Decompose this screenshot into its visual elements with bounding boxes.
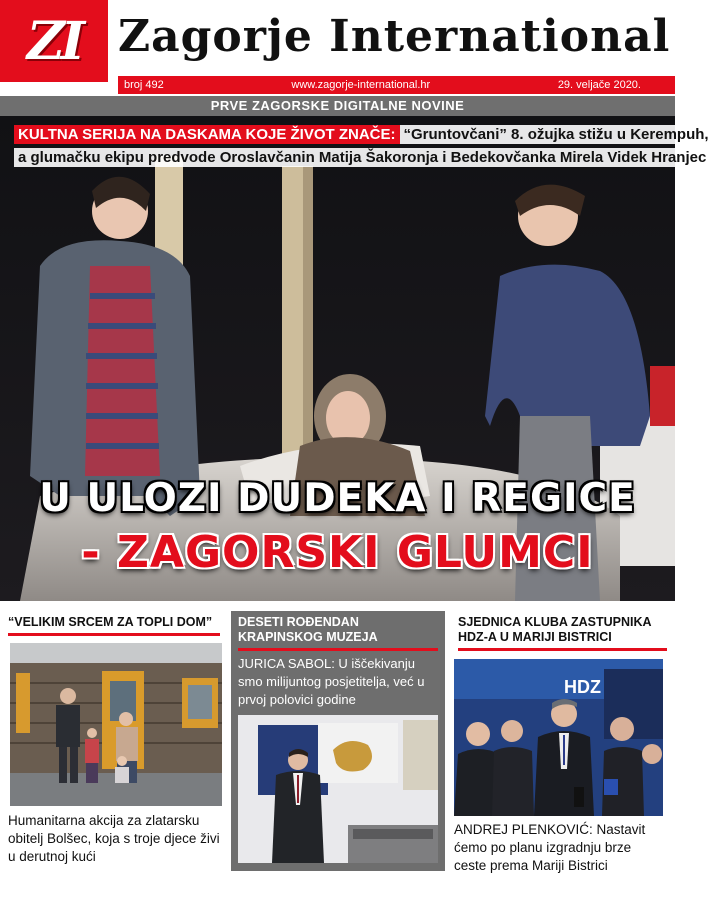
lead-headline-line-1[interactable]: U ULOZI DUDEKA I REGICE (39, 476, 636, 521)
kicker-text-line-1: “Gruntovčani” 8. ožujka stižu u Kerempuh, (400, 125, 713, 144)
kicker-text-line-2: a glumačku ekipu predvode Oroslavčanin Matija Šakoronja i Bedekovčanka Mirela Videk Hranjec (14, 148, 710, 167)
website-link[interactable]: www.zagorje-international.hr (291, 79, 431, 91)
family-house-image (10, 643, 222, 806)
lead-headline-line-2[interactable]: - ZAGORSKI GLUMCI (81, 527, 594, 578)
hdz-sign: HDZ (564, 677, 601, 697)
tagline-bar: PRVE ZAGORSKE DIGITALNE NOVINE (0, 96, 675, 116)
story-lede: JURICA SABOL: U iščekivanju smo milijuntog posjetitelja, već u prvoj polovici godine (238, 656, 425, 707)
red-divider (8, 633, 220, 636)
publication-logo[interactable] (0, 0, 108, 82)
issue-info-bar (118, 76, 675, 94)
logo-text: ZI (26, 10, 82, 72)
story-heading[interactable]: DESETI ROĐENDAN KRAPINSKOG MUZEJA (238, 615, 378, 644)
museum-photo[interactable] (238, 715, 438, 863)
publication-title: Zagorje International (118, 10, 671, 62)
story-museum-birthday[interactable] (231, 611, 445, 871)
lead-kicker (14, 124, 709, 168)
story-family-aid[interactable] (0, 611, 228, 900)
kicker-label: KULTNA SERIJA NA DASKAMA KOJE ŽIVOT ZNAČE: (14, 125, 400, 144)
story-heading[interactable]: SJEDNICA KLUBA ZASTUPNIKA HDZ-A U MARIJI BISTRICI (458, 615, 652, 644)
politicians-photo[interactable] (454, 659, 663, 816)
issue-number: broj 492 (124, 79, 164, 91)
story-heading[interactable]: “VELIKIM SRCEM ZA TOPLI DOM” (8, 615, 213, 629)
museum-director-image (238, 715, 438, 863)
red-divider (458, 648, 667, 651)
family-house-photo[interactable] (10, 643, 222, 806)
politicians-image (454, 659, 663, 816)
story-caption: Humanitarna akcija za zlatarsku obitelj Bolšec, koja s troje djece živi u derutnoj kući (8, 813, 220, 864)
issue-date: 29. veljače 2020. (557, 79, 641, 91)
story-caption: ANDREJ PLENKOVIĆ: Nastavit ćemo po planu izgradnju brze ceste prema Mariji Bistrici (454, 822, 646, 873)
masthead-title (118, 2, 675, 70)
story-hdz-session[interactable] (450, 611, 675, 900)
